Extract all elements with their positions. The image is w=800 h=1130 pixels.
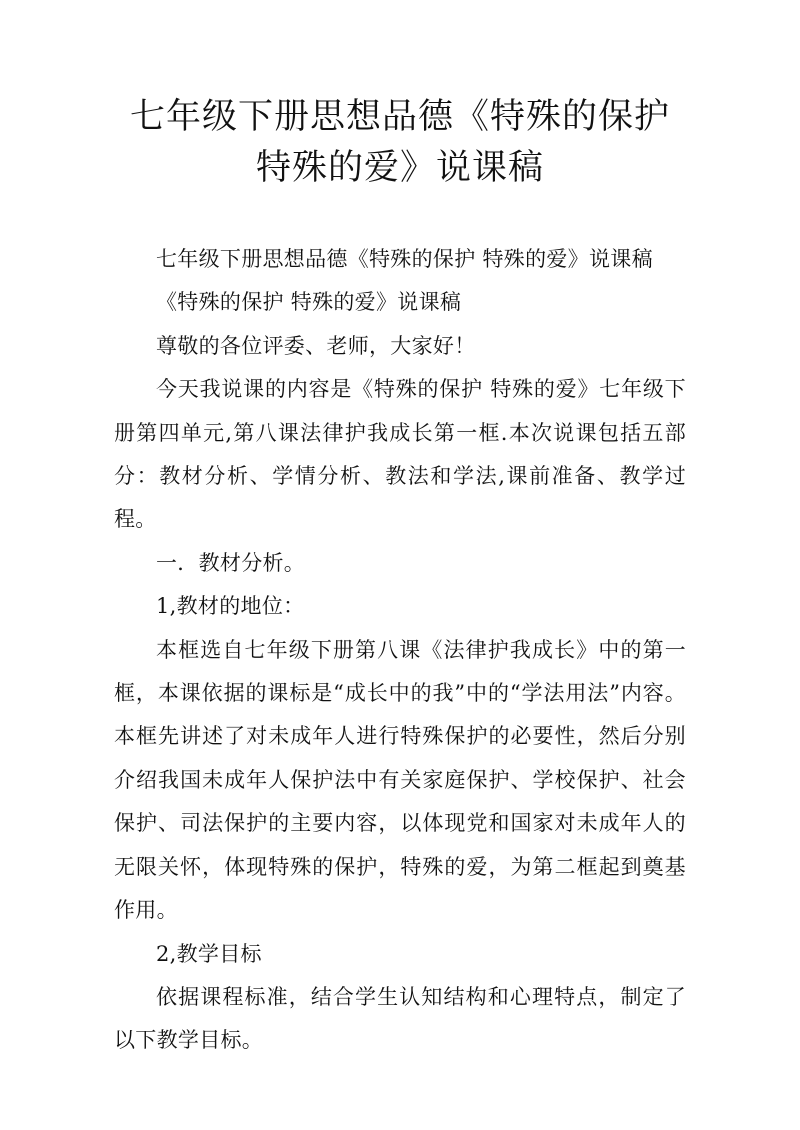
subheading-teaching-goals: 2,教学目标 xyxy=(156,941,262,966)
paragraph-textbook-position: 本框选自七年级下册第八课《法律护我成长》中的第一框，本课依据的课标是“成长中的我”中的“学法用法”内容。本框先讲述了对未成年人进行特殊保护的必要性，然后分别介绍我国未成年人保护法中有关家庭保护、学校保护、社会保护、司法保护的主要内容，以体现党和国家对未成年人的无限关怀，体现特殊的保护，特殊的爱，为第二框起到奠基作用。 xyxy=(114,637,686,923)
document-title: 七年级下册思想品德《特殊的保护 特殊的爱》说课稿 xyxy=(129,97,670,188)
subheading-textbook-position: 1,教材的地位： xyxy=(156,594,305,619)
document-body xyxy=(114,238,686,1063)
paragraph-subtitle-short: 《特殊的保护 特殊的爱》说课稿 xyxy=(156,290,462,315)
paragraph-greeting: 尊敬的各位评委、老师，大家好！ xyxy=(156,333,476,358)
paragraph-teaching-goals: 依据课程标准，结合学生认知结构和心理特点，制定了以下教学目标。 xyxy=(114,984,686,1053)
paragraph-subtitle-full: 七年级下册思想品德《特殊的保护 特殊的爱》说课稿 xyxy=(156,247,653,271)
paragraph-introduction: 今天我说课的内容是《特殊的保护 特殊的爱》七年级下册第四单元,第八课法律护我成长第一框.本次说课包括五部分：教材分析、学情分析、教法和学法,课前准备、教学过程。 xyxy=(114,377,686,532)
section-heading-textbook-analysis: 一．教材分析。 xyxy=(156,550,306,575)
